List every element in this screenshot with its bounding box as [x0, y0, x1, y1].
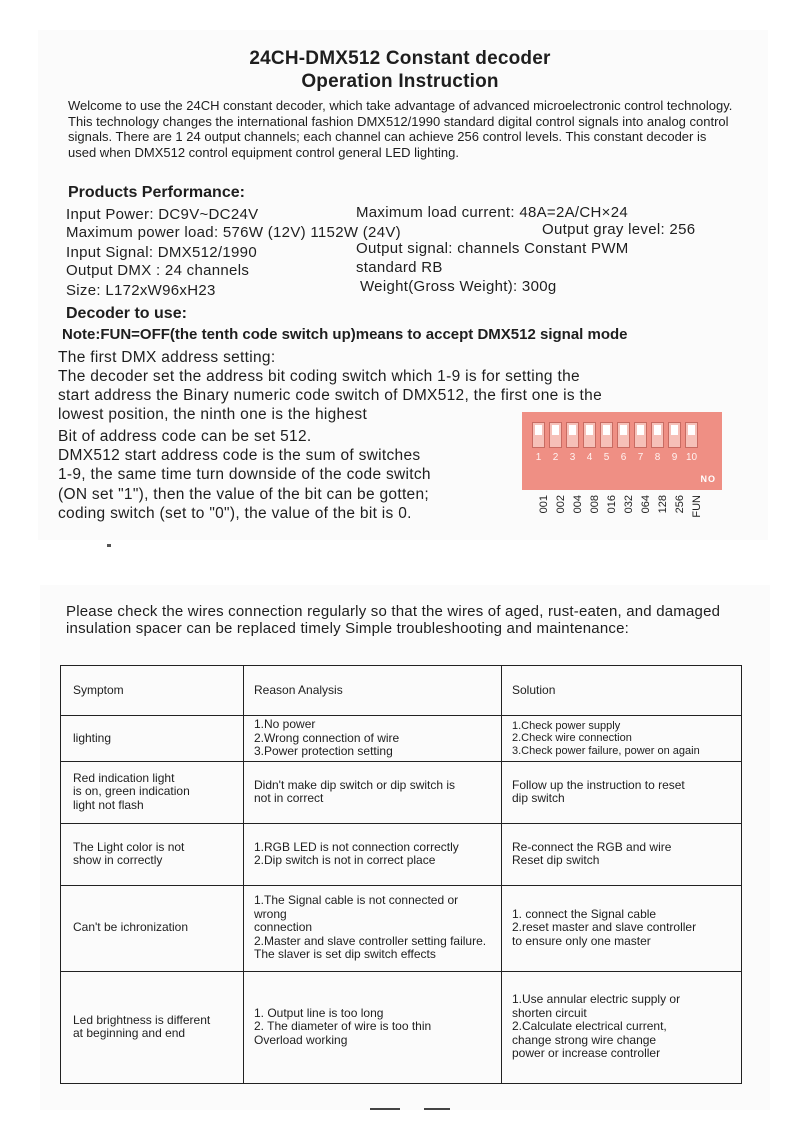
- spec-max-power-load: Maximum power load: 576W (12V) 1152W (24V): [66, 224, 401, 241]
- solution-line: Reset dip switch: [512, 853, 600, 867]
- table-header-row: [61, 666, 742, 716]
- spec-standard: standard RB: [356, 259, 443, 276]
- spec-input-signal: Input Signal: DMX512/1990: [66, 244, 257, 261]
- performance-heading: Products Performance:: [68, 184, 245, 201]
- symptom-line: Can't be ichronization: [73, 920, 189, 935]
- reason-line: 1.The Signal cable is not connected or wrong: [254, 893, 459, 921]
- bit-value: 256: [674, 495, 686, 514]
- symptom-cell: [61, 885, 244, 971]
- dip-switch-8: [651, 422, 664, 448]
- symptom-line: Led brightness is different: [73, 1012, 211, 1027]
- bit-value: 064: [640, 495, 652, 514]
- symptom-line: Red indication light: [73, 770, 175, 785]
- dip-number: 3: [569, 452, 576, 463]
- solution-line: power or increase controller: [512, 1046, 661, 1061]
- document-title: 24CH-DMX512 Constant decoder: [249, 48, 551, 69]
- decoder-line: 1-9, the same time turn downside of the code switch: [58, 466, 431, 483]
- page-mark: [370, 1108, 400, 1110]
- symptom-cell: [61, 716, 244, 762]
- dip-number: 4: [586, 452, 593, 463]
- reason-cell: [244, 761, 502, 823]
- dip-number: 7: [637, 452, 644, 463]
- decoder-line: Bit of address code can be set 512.: [58, 428, 312, 445]
- header-symptom: Symptom: [61, 666, 244, 716]
- reason-line: 2. The diameter of wire is too thin: [254, 1019, 432, 1034]
- spec-output-dmx: Output DMX : 24 channels: [66, 262, 250, 279]
- reason-line: 3.Power protection setting: [254, 744, 393, 758]
- reason-line: 1.RGB LED is not connection correctly: [254, 839, 459, 854]
- solution-line: 3.Check power failure, power on again: [512, 744, 700, 757]
- dip-number: 8: [654, 452, 661, 463]
- reason-line: Didn't make dip switch or dip switch is: [254, 777, 456, 792]
- decoder-line: start address the Binary numeric code switch of DMX512, the first one is the: [58, 387, 603, 404]
- header-reason: Reason Analysis: [244, 666, 502, 716]
- spec-input-power: Input Power: DC9V~DC24V: [66, 206, 259, 223]
- dip-switch-10: [685, 422, 698, 448]
- solution-line: 1.Check power supply: [512, 719, 621, 732]
- reason-cell: [244, 716, 502, 762]
- solution-cell: [502, 716, 742, 762]
- ink-mark: [107, 544, 111, 547]
- dip-number: 1: [535, 452, 542, 463]
- solution-line: 2.Check wire connection: [512, 732, 632, 744]
- symptom-line: show in correctly: [73, 853, 163, 867]
- decoder-line: coding switch (set to "0"), the value of the bit is 0.: [58, 505, 412, 522]
- decoder-line: The first DMX address setting:: [58, 349, 276, 366]
- decoder-line: The decoder set the address bit coding switch which 1-9 is for setting the: [58, 368, 580, 385]
- solution-line: 1.Use annular electric supply or: [512, 992, 681, 1007]
- symptom-line: lighting: [73, 730, 112, 745]
- decoder-line: lowest position, the ninth one is the highest: [58, 406, 368, 423]
- spec-max-load-current: Maximum load current: 48A=2A/CH×24: [356, 204, 628, 221]
- bit-value: 001: [538, 495, 550, 514]
- solution-line: Follow up the instruction to reset: [512, 777, 685, 792]
- dip-switch-7: [634, 422, 647, 448]
- spec-weight: Weight(Gross Weight): 300g: [360, 278, 557, 295]
- table-row: [61, 971, 742, 1083]
- bit-value: FUN: [691, 495, 703, 518]
- reason-cell: [244, 823, 502, 885]
- decoder-line: DMX512 start address code is the sum of switches: [58, 447, 421, 464]
- reason-cell: [244, 885, 502, 971]
- reason-line: 2.Dip switch is not in correct place: [254, 853, 436, 867]
- dip-number: 6: [620, 452, 627, 463]
- table-row: [61, 716, 742, 762]
- header-solution: Solution: [502, 666, 742, 716]
- table-row: [61, 885, 742, 971]
- solution-line: to ensure only one master: [512, 933, 651, 948]
- solution-cell: [502, 761, 742, 823]
- solution-cell: [502, 823, 742, 885]
- bit-value: 002: [555, 495, 567, 514]
- solution-cell: [502, 971, 742, 1083]
- dip-switch-5: [600, 422, 613, 448]
- reason-line: 2.Wrong connection of wire: [254, 730, 400, 745]
- bit-value: 016: [606, 495, 618, 514]
- table-row: [61, 823, 742, 885]
- symptom-line: The Light color is not: [73, 839, 185, 854]
- reason-line: The slaver is set dip switch effects: [254, 947, 436, 962]
- dip-switch-9: [668, 422, 681, 448]
- dip-number: 2: [552, 452, 559, 463]
- dip-switch-1: [532, 422, 545, 448]
- document-subtitle: Operation Instruction: [301, 71, 499, 92]
- reason-line: 1. Output line is too long: [254, 1005, 384, 1020]
- reason-line: connection: [254, 920, 313, 935]
- dip-switch-6: [617, 422, 630, 448]
- symptom-line: light not flash: [73, 797, 144, 812]
- solution-line: dip switch: [512, 791, 565, 805]
- solution-line: 2.Calculate electrical current,: [512, 1019, 667, 1034]
- maintenance-paragraph: Please check the wires connection regularly so that the wires of aged, rust-eaten, and damaged insulation spacer can be replaced timely Simple troubleshooting and maintenance:: [66, 603, 721, 637]
- spec-output-signal: Output signal: channels Constant PWM: [356, 240, 629, 257]
- dip-switch-diagram: [522, 412, 722, 490]
- decoder-line: (ON set "1"), then the value of the bit can be gotten;: [58, 486, 429, 503]
- symptom-cell: [61, 761, 244, 823]
- symptom-cell: [61, 823, 244, 885]
- solution-line: change strong wire change: [512, 1032, 657, 1047]
- fun-note: Note:FUN=OFF(the tenth code switch up)means to accept DMX512 signal mode: [62, 326, 628, 343]
- solution-line: Re-connect the RGB and wire: [512, 839, 672, 854]
- table-row: [61, 761, 742, 823]
- bit-value: 032: [623, 495, 635, 514]
- symptom-line: is on, green indication: [73, 784, 190, 799]
- symptom-cell: [61, 971, 244, 1083]
- reason-line: not in correct: [254, 791, 324, 805]
- solution-line: 1. connect the Signal cable: [512, 906, 657, 921]
- dip-number: 5: [603, 452, 610, 463]
- reason-line: 2.Master and slave controller setting failure.: [254, 933, 487, 948]
- troubleshooting-table: [60, 665, 742, 1084]
- dip-switch-2: [549, 422, 562, 448]
- dip-on-label: NO: [700, 474, 716, 484]
- dip-switch-3: [566, 422, 579, 448]
- dip-number: 10: [685, 452, 698, 463]
- page-mark: [424, 1108, 450, 1110]
- dip-switch-4: [583, 422, 596, 448]
- solution-line: shorten circuit: [512, 1005, 587, 1020]
- solution-cell: [502, 885, 742, 971]
- spec-gray-level: Output gray level: 256: [542, 221, 696, 238]
- bit-value: 128: [657, 495, 669, 514]
- decoder-heading: Decoder to use:: [66, 305, 187, 322]
- spec-size: Size: L172xW96xH23: [66, 282, 216, 299]
- reason-line: Overload working: [254, 1032, 348, 1047]
- solution-line: 2.reset master and slave controller: [512, 920, 697, 935]
- symptom-line: at beginning and end: [73, 1026, 186, 1040]
- bit-value: 008: [589, 495, 601, 514]
- intro-paragraph: Welcome to use the 24CH constant decoder, which take advantage of advanced microelectronic control technology. This technology changes the international fashion DMX512/1990 standard digital control signals into analog control signals. There are 1 24 output channels; each channel can achieve 256 control levels. This constant decoder is used when DMX512 control equipment control general LED lighting.: [68, 98, 733, 160]
- reason-line: 1.No power: [254, 717, 316, 731]
- dip-number: 9: [671, 452, 678, 463]
- bit-value: 004: [572, 495, 584, 514]
- reason-cell: [244, 971, 502, 1083]
